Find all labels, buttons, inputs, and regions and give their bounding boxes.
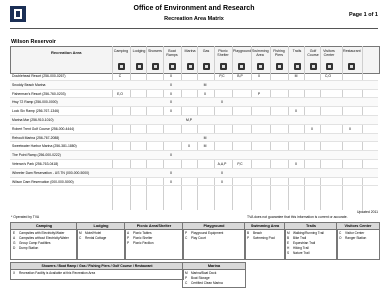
amenity-cell: P,C — [237, 161, 243, 166]
column-header: Showers — [148, 49, 162, 53]
amenity-icon — [203, 63, 210, 70]
amenity-icon — [326, 63, 333, 70]
amenity-cell: X — [169, 153, 173, 158]
footnote-operated: * Operated by TVA — [11, 215, 40, 219]
legend-picnic-title: Picnic Area/Shelter — [125, 223, 183, 230]
legend-code: M — [287, 230, 290, 235]
column-header: Playground — [233, 49, 252, 53]
recreation-area-name: Doublehead Resort (256-000-0267) — [12, 74, 66, 78]
legend-item — [125, 240, 183, 245]
amenity-cell: X — [294, 109, 298, 114]
legend-text: Dump Station — [19, 246, 39, 251]
amenity-cell: M — [203, 144, 207, 149]
legend-text: Picnic Shelter — [133, 235, 153, 240]
legend-camping — [10, 222, 78, 260]
column-header: Marina — [184, 49, 196, 53]
matrix-header — [10, 46, 380, 74]
amenity-cell: X — [169, 109, 173, 114]
amenity-cell: M — [203, 135, 207, 140]
amenity-cell: X — [187, 144, 191, 149]
section-title: Wilson Reservoir — [11, 39, 56, 45]
column-header: Swimming Area — [252, 49, 269, 58]
column-header: Fishing Piers — [273, 49, 285, 58]
legend-text: Picnic Pavilion — [133, 240, 154, 245]
recreation-area-name: Wheeler Dam Reservation - US TN (000-000-5000) — [12, 170, 90, 175]
table-row — [10, 142, 378, 151]
legend-playground-title: Playground — [183, 223, 245, 230]
table-row — [10, 116, 378, 125]
legend-swimming — [244, 222, 286, 260]
column-header: Visitors Center — [323, 49, 335, 58]
legend-code: C — [339, 230, 342, 235]
legend-text: Playground Equipment — [191, 230, 224, 235]
legend-code: S — [287, 251, 290, 256]
legend-lodging — [76, 222, 126, 260]
column-header: Trails — [292, 49, 302, 53]
legend-code: H — [287, 246, 290, 251]
amenity-icon — [294, 63, 301, 70]
legend-text: Group Camp Facilities — [19, 240, 51, 245]
legend-code: M — [79, 230, 82, 235]
legend-text: Bike Trail — [293, 235, 307, 240]
legend-text: Marina/Boat Dock — [191, 270, 217, 275]
amenity-cell: M,P — [185, 117, 193, 122]
amenity-cell: X — [220, 179, 224, 184]
legend-code: P — [185, 275, 188, 280]
legend-code: B — [247, 230, 250, 235]
legend-facilities-title: Showers / Boat Ramp / Gas / Fishing Piers / Golf Course / Restaurant — [11, 263, 183, 270]
amenity-icon — [152, 63, 159, 70]
legend-text: Campsites with Electricity/Water — [19, 230, 65, 235]
recreation-area-name: Robert Trent Golf Course (256-000-4444) — [12, 126, 75, 131]
column-header: Golf Course — [307, 49, 319, 58]
table-row — [10, 90, 378, 99]
table-row — [10, 169, 378, 178]
legend-code: A — [127, 230, 130, 235]
legend-text: Hiking Trail — [293, 246, 309, 251]
legend-code: X — [13, 270, 16, 275]
legend-playground — [182, 222, 246, 260]
legend-text: Certified Clean Marina — [191, 280, 223, 285]
legend-code: P — [127, 235, 130, 240]
legend-item — [11, 246, 77, 251]
legend-text: Rental Cottage — [85, 235, 107, 240]
amenity-cell: B,P — [237, 74, 243, 78]
table-row — [10, 81, 378, 90]
legend-item — [77, 235, 125, 240]
legend-camping-title: Camping — [11, 223, 77, 230]
amenity-cell: X — [220, 170, 224, 175]
legend-code: P — [185, 230, 188, 235]
area-column-header: Recreation Area — [51, 50, 82, 55]
recreation-area-name: Snoddy Beach Marina — [12, 82, 46, 87]
legend-code: O — [339, 235, 342, 240]
legend-text: Walking/Running Trail — [293, 230, 324, 235]
legend-item — [183, 280, 245, 285]
amenity-cell: X — [169, 100, 173, 105]
amenity-icon — [238, 63, 245, 70]
amenity-cell: X — [169, 74, 173, 78]
legend-text: Nature Trail — [293, 251, 310, 256]
amenity-icon — [348, 63, 355, 70]
legend-marina — [182, 262, 246, 288]
legend-code: C — [185, 280, 188, 285]
legend-code: P — [247, 235, 250, 240]
legend-text: Boat Storage — [191, 275, 210, 280]
legend-marina-title: Marina — [183, 263, 245, 270]
legend-text: Recreation Facility is Available at this Recreation Area — [19, 270, 96, 275]
table-row — [10, 151, 378, 160]
legend-text: Motel/Hotel — [85, 230, 102, 235]
amenity-cell: X — [169, 82, 173, 87]
table-row — [10, 160, 378, 169]
header-divider — [10, 28, 378, 29]
legend-text: Campsites without Electricity/Water — [19, 235, 69, 240]
amenity-cell: C — [118, 74, 122, 78]
amenity-cell: X — [220, 100, 224, 105]
legend-code: A — [13, 235, 16, 240]
table-row — [10, 134, 378, 143]
amenity-cell: M — [203, 82, 207, 87]
table-row — [10, 107, 378, 116]
column-header: Gas — [202, 49, 210, 53]
legend-trails — [284, 222, 338, 260]
legend-code: M — [185, 270, 188, 275]
amenity-icon — [136, 63, 143, 70]
legend-code: G — [13, 240, 16, 245]
legend-text: Visitor Center — [345, 230, 365, 235]
legend-code: E — [13, 230, 16, 235]
legend-swimming-title: Swimming Area — [245, 223, 285, 230]
legend-visitors-title: Visitors Center — [337, 223, 379, 230]
legend-item — [11, 270, 183, 275]
amenity-cell: X — [310, 126, 314, 131]
amenity-cell: P — [257, 91, 261, 96]
amenity-cell: X — [257, 74, 261, 78]
column-header: Picnic Shelter — [217, 49, 229, 58]
amenity-icon — [276, 63, 283, 70]
legend-code: E — [287, 240, 290, 245]
amenity-cell: M — [294, 74, 298, 78]
legend-text: Ranger Station — [345, 235, 367, 240]
table-row — [10, 98, 378, 107]
amenity-icon — [310, 63, 317, 70]
page-indicator: Page 1 of 1 — [348, 12, 378, 18]
legend-text: Swimming Pool — [253, 235, 275, 240]
amenity-cell: A,A,P — [217, 161, 227, 166]
amenity-cell: X — [169, 179, 173, 184]
legend-code: B — [287, 235, 290, 240]
legend-visitors — [336, 222, 380, 260]
legend-trails-title: Trails — [285, 223, 337, 230]
report-title: Office of Environment and Research — [133, 5, 255, 12]
legend-picnic — [124, 222, 184, 260]
legend-code: C — [185, 235, 188, 240]
legend-code: C — [79, 235, 82, 240]
recreation-area-name: Rehoult Marina (256-767-2088) — [12, 135, 60, 140]
legend-text: Beach — [253, 230, 263, 235]
amenity-cell: X — [294, 161, 298, 166]
column-header: Boat Ramps — [166, 49, 178, 58]
amenity-cell: X — [169, 91, 173, 96]
legend-code: P — [127, 240, 130, 245]
legend-item — [245, 235, 285, 240]
recreation-area-name: Hwy 72 Ramp (256-000-0000) — [12, 100, 58, 105]
recreation-area-name: Wilson Dam Reservation (000-000-5000) — [12, 179, 74, 184]
updated-note: Updated 2011 — [356, 210, 378, 214]
legend-item — [11, 235, 77, 240]
matrix-rows — [10, 72, 378, 186]
legend-facilities — [10, 262, 184, 280]
column-header: Restaurant — [343, 49, 361, 53]
legend-item — [183, 235, 245, 240]
table-row — [10, 72, 378, 81]
amenity-cell: X — [169, 170, 173, 175]
column-header: Camping — [113, 49, 129, 53]
recreation-area-name: Fisherman's Resort (256-760-0203) — [12, 91, 66, 96]
amenity-cell: P,C — [219, 74, 225, 78]
amenity-cell: X — [203, 91, 207, 96]
amenity-cell: E,O — [117, 91, 123, 96]
amenity-icon — [257, 63, 264, 70]
amenity-cell: X — [348, 126, 352, 131]
legend-text: Picnic Tables — [133, 230, 152, 235]
legend-code: D — [13, 246, 16, 251]
recreation-area-name: Marina Mar (256-910-1010) — [12, 117, 54, 122]
legend — [10, 222, 378, 294]
recreation-area-name: Lock Six Ramp (256-767-1346) — [12, 109, 60, 114]
recreation-area-name: Sweetwater Harbor Marina (256-381-1880) — [12, 144, 77, 149]
footnote-disclaimer: TVA does not guarantee that this information is current or accurate. — [247, 215, 348, 219]
amenity-icon — [118, 63, 125, 70]
report-subtitle: Recreation Area Matrix — [164, 16, 224, 22]
amenity-icon — [169, 63, 176, 70]
recreation-area-name: Veteran's Park (256-763-0418) — [12, 161, 59, 166]
amenity-icon — [220, 63, 227, 70]
legend-item — [337, 235, 379, 240]
legend-lodging-title: Lodging — [77, 223, 125, 230]
legend-text: Play Court — [191, 235, 206, 240]
recreation-area-name: The Point Ramp (256-000-0222) — [12, 153, 61, 158]
column-header: Lodging — [132, 49, 146, 53]
table-row — [10, 125, 378, 134]
legend-text: Equestrian Trail — [293, 240, 316, 245]
legend-item — [285, 251, 337, 256]
table-row — [10, 178, 378, 187]
amenity-icon — [187, 63, 194, 70]
amenity-cell: C,O — [324, 74, 332, 78]
